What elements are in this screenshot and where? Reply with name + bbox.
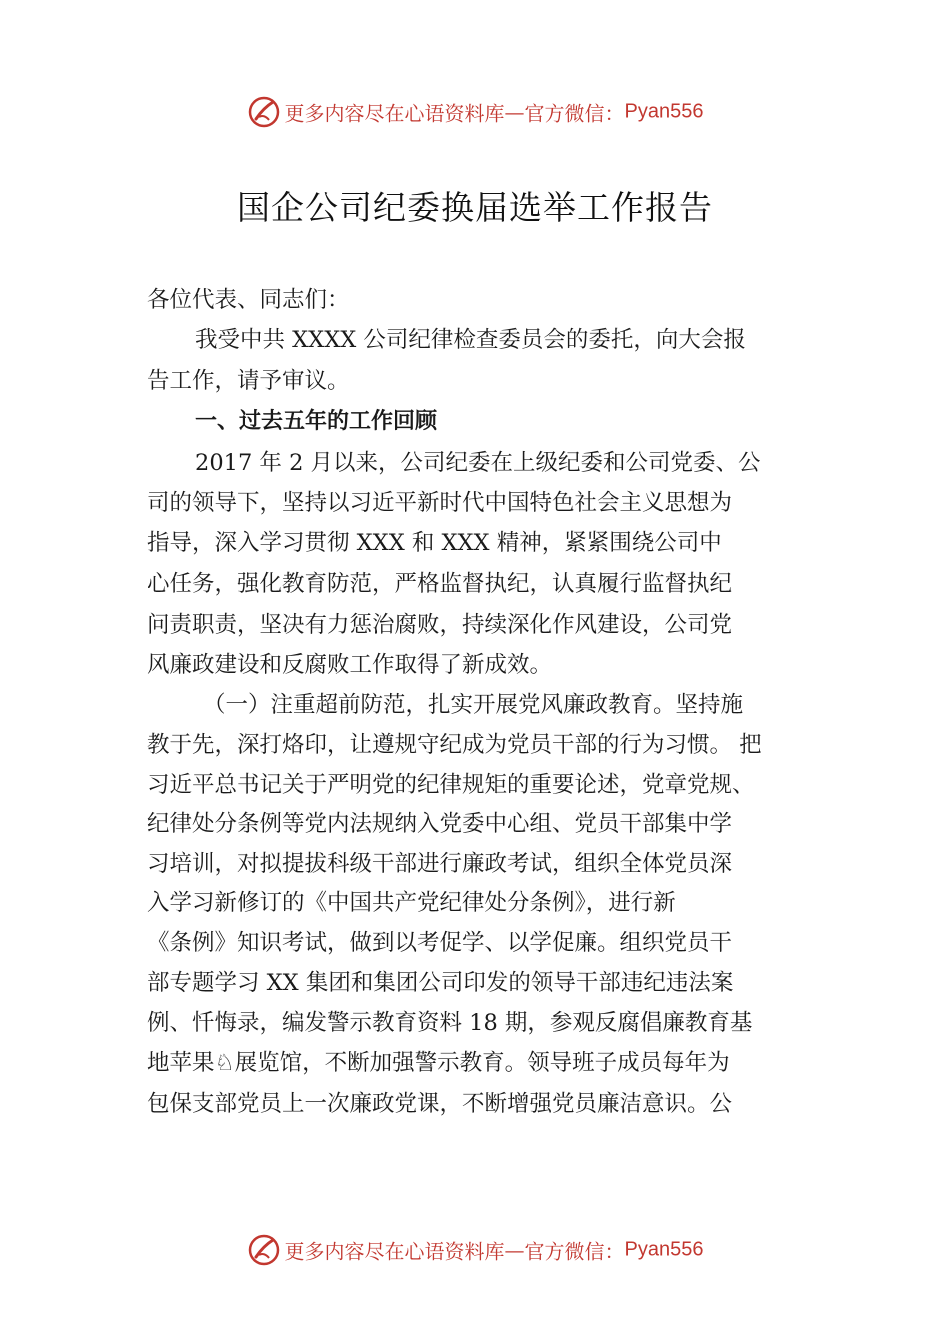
- paragraph-line: 入学习新修订的《中国共产党纪律处分条例》，进行新: [147, 890, 676, 916]
- paragraph-line: 告工作，请予审议。: [147, 368, 350, 394]
- salutation: 各位代表、同志们：: [147, 287, 350, 313]
- banner-separator: —: [504, 1238, 525, 1262]
- paragraph-line: 问责职责，坚决有力惩治腐败，持续深化作风建设，公司党: [147, 612, 733, 638]
- paragraph-line: 指导，深入学习贯彻 XXX 和 XXX 精神，紧紧围绕公司中: [147, 530, 722, 556]
- paragraph-line: 司的领导下，坚持以习近平新时代中国特色社会主义思想为: [147, 490, 733, 516]
- page-title: 国企公司纪委换届选举工作报告: [237, 188, 713, 227]
- paragraph-line: 我受中共 XXXX 公司纪律检查委员会的委托，向大会报: [195, 327, 746, 353]
- paragraph-line: 教于先，深打烙印，让遵规守纪成为党员干部的行为习惯。 把: [147, 732, 762, 758]
- banner-text: 更多内容尽在心语资料库: [284, 101, 505, 126]
- banner-wechat-label: 官方微信：: [524, 101, 625, 126]
- banner-wechat-id: Pyan556: [624, 100, 704, 123]
- banner-wechat-id: Pyan556: [624, 1238, 704, 1261]
- header-banner: [0, 95, 950, 129]
- paragraph-line: 例、忏悔录，编发警示教育资料 18 期，参观反腐倡廉教育基: [147, 1010, 753, 1036]
- paragraph-line: 风廉政建设和反腐败工作取得了新成效。: [147, 652, 553, 678]
- paragraph-line: （一）注重超前防范，扎实开展党风廉政教育。坚持施: [203, 692, 744, 718]
- banner-separator: —: [504, 100, 525, 124]
- paragraph-line: 《条例》知识考试，做到以考促学、以学促廉。组织党员干: [147, 930, 733, 956]
- banner-wechat-label: 官方微信：: [524, 1239, 625, 1264]
- paragraph-line: 2017 年 2 月以来，公司纪委在上级纪委和公司党委、公: [195, 450, 761, 476]
- brush-logo-icon: [247, 1233, 281, 1267]
- paragraph-line: 包保支部党员上一次廉政党课，不断增强党员廉洁意识。公: [147, 1091, 733, 1117]
- paragraph-line: 习近平总书记关于严明党的纪律规矩的重要论述，党章党规、: [147, 772, 755, 798]
- brush-logo-icon: [247, 95, 281, 129]
- paragraph-line: 部专题学习 XX 集团和集团公司印发的领导干部违纪违法案: [147, 970, 734, 996]
- paragraph-line: 习培训，对拟提拔科级干部进行廉政考试，组织全体党员深: [147, 851, 733, 877]
- footer-banner: [0, 1233, 950, 1267]
- banner-text: 更多内容尽在心语资料库: [284, 1239, 505, 1264]
- section-heading: 一、过去五年的工作回顾: [195, 409, 438, 434]
- paragraph-line: 地苹果♘展览馆，不断加强警示教育。领导班子成员每年为: [147, 1050, 730, 1076]
- paragraph-line: 心任务，强化教育防范，严格监督执纪，认真履行监督执纪: [147, 571, 733, 597]
- paragraph-line: 纪律处分条例等党内法规纳入党委中心组、党员干部集中学: [147, 811, 733, 837]
